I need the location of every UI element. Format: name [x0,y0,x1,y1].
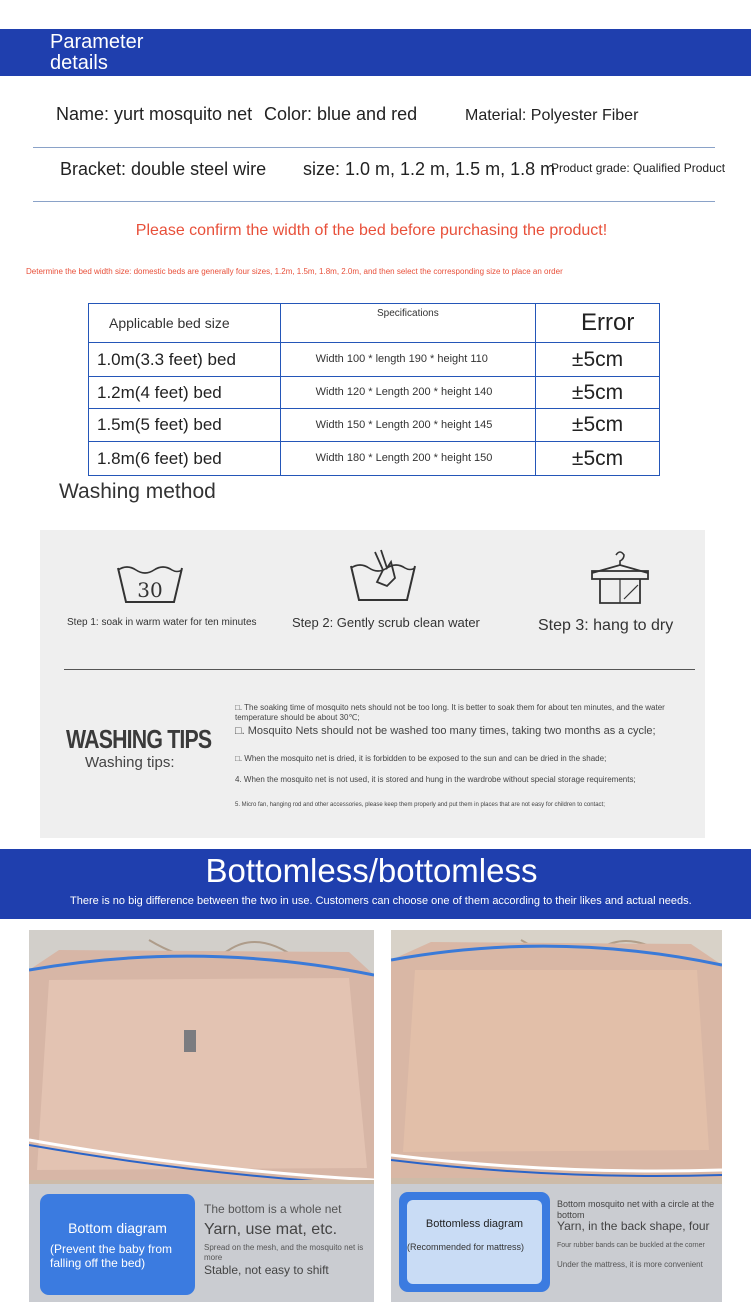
bottomless-subtitle: There is no big difference between the two in use. Customers can choose one of them according to their likes and actual needs. [70,895,692,907]
bed-size-cell: 1.2m(4 feet) bed [89,377,281,409]
divider [33,201,715,202]
bottom-diagram-badge [40,1194,195,1295]
bottomless-desc-line2: Yarn, in the back shape, four [557,1219,710,1233]
bed-size-cell: 1.5m(5 feet) bed [89,409,281,442]
bottomless-desc-line4: Under the mattress, it is more convenient [557,1260,703,1269]
notice-sub: Determine the bed width size: domestic beds are generally four sizes, 1.2m, 1.5m, 1.8m, 2.0m, and then select the corresponding size to place an order [26,267,563,276]
bottom-badge-label: Bottom diagram [68,1220,167,1236]
table-row [89,377,660,409]
bottomless-badge-note: (Recommended for mattress) [407,1242,525,1252]
spec-grade: Product grade: Qualified Product [551,161,726,175]
specification-cell: Width 180 * Length 200 * height 150 [280,442,535,476]
bottomless-desc-line3: Four rubber bands can be buckled at the corner [557,1242,705,1249]
bottom-desc-line3: Spread on the mesh, and the mosquito net is more [204,1243,364,1262]
specification-cell: Width 100 * length 190 * height 110 [280,343,535,377]
bed-size-cell: 1.0m(3.3 feet) bed [89,343,281,377]
bottomless-badge-label: Bottomless diagram [425,1218,524,1230]
bottom-desc-line2: Yarn, use mat, etc. [204,1221,338,1238]
header-title-line2: details [50,52,108,74]
bottomless-header [0,849,751,919]
error-cell: ±5cm [536,377,660,409]
water-temp-label: 30 [137,578,163,602]
error-cell: ±5cm [536,442,660,476]
bottomless-diagram-badge [399,1192,550,1292]
divider [33,147,715,148]
parameter-header [0,29,751,76]
table-row [89,343,660,377]
error-cell: ±5cm [536,409,660,442]
table-row [89,442,660,476]
bed-size-cell: 1.8m(6 feet) bed [89,442,281,476]
divider [64,669,695,670]
washing-title: Washing method [59,480,216,503]
washing-tips-subtitle: Washing tips: [85,754,175,771]
size-table [88,303,660,476]
tip-item: □. The soaking time of mosquito nets should not be too long. It is better to soak them for about ten minutes, and the water temperature should be about 30℃; [235,703,665,722]
step-2: Step 2: Gently scrub clean water [292,615,480,630]
header-title-line1: Parameter [50,31,144,53]
header-error: Error [536,304,660,343]
washing-tips-title: WASHING TIPS [66,724,212,754]
header-specifications: Specifications [280,304,535,343]
bottom-badge-note: (Prevent the baby from falling off the bed) [50,1242,173,1270]
spec-material: Material: Polyester Fiber [465,107,639,124]
specification-cell: Width 120 * Length 200 * height 140 [280,377,535,409]
hang-dry-icon [588,549,652,605]
table-row [89,409,660,442]
bottomless-desc-line1: Bottom mosquito net with a circle at the bottom [557,1199,715,1220]
step-1: Step 1: soak in warm water for ten minutes [67,617,257,628]
tip-item: □. Mosquito Nets should not be washed too many times, taking two months as a cycle; [235,725,656,737]
spec-name: Name: yurt mosquito net [56,104,253,124]
hand-wash-icon [347,548,419,604]
tip-item: □. When the mosquito net is dried, it is forbidden to be exposed to the sun and can be dried in the shade; [235,754,607,763]
step-3: Step 3: hang to dry [538,617,674,634]
bottom-desc-line4: Stable, not easy to shift [204,1263,329,1277]
table-header-row [89,304,660,343]
bottom-desc-line1: The bottom is a whole net [204,1202,342,1216]
specification-cell: Width 150 * Length 200 * height 145 [280,409,535,442]
spec-size: size: 1.0 m, 1.2 m, 1.5 m, 1.8 m [303,159,556,179]
bottomless-title: Bottomless/bottomless [205,852,538,889]
tip-item: 4. When the mosquito net is not used, it is stored and hung in the wardrobe without special storage requirements; [235,775,636,784]
notice-main: Please confirm the width of the bed before purchasing the product! [135,222,608,239]
header-bed-size: Applicable bed size [89,304,281,343]
error-cell: ±5cm [536,343,660,377]
tip-item: 5. Micro fan, hanging rod and other accessories, please keep them properly and put them in places that are not easy for children to contact; [235,802,605,808]
spec-bracket: Bracket: double steel wire [60,159,267,179]
spec-color: Color: blue and red [264,104,418,124]
